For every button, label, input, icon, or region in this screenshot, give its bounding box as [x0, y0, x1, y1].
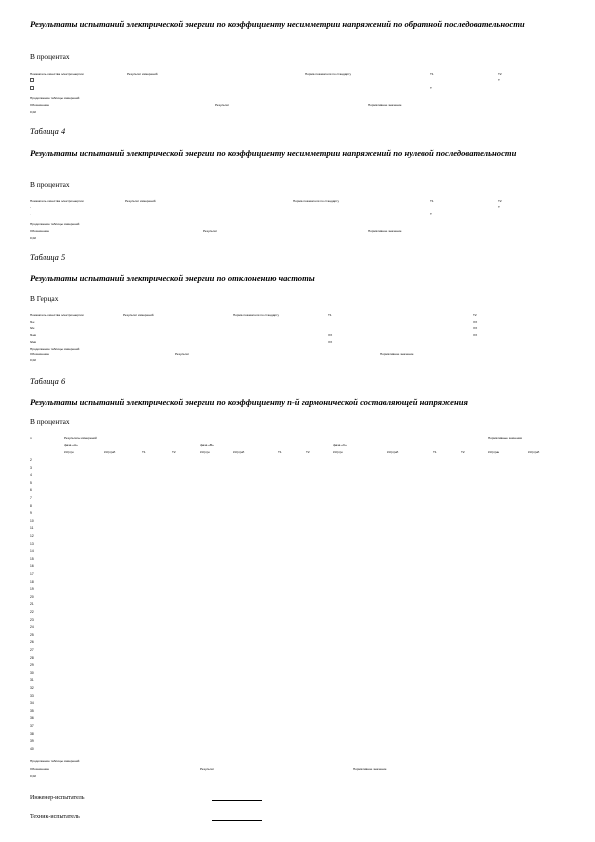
s3-header-param: Показатель качества электроэнергии	[30, 72, 84, 76]
section5-title: Результаты испытаний электрической энергии по отклонению частоты	[30, 273, 315, 283]
s6-phase-b: фаза «В»	[200, 443, 214, 447]
table-row-number: 7	[30, 496, 32, 500]
table-row-number: 9	[30, 511, 32, 516]
s3-row1-checkbox[interactable]	[30, 78, 34, 82]
s5-header-result: Результат измерений	[123, 313, 154, 317]
s4-footer-caption: Продолжение таблицы измерений	[30, 222, 80, 226]
s6-subcol: КU(n)нб	[233, 450, 245, 454]
s6-header-results: Результаты измерений	[64, 436, 97, 440]
s5-row-label: f2н	[30, 326, 35, 330]
table-row-number: 20	[30, 594, 34, 599]
s5-row-t2: ХХ	[473, 326, 478, 330]
s6-footer-normvalue: Нормативное значение	[353, 767, 387, 771]
s6-norm-subcol: КU(n)нб	[528, 450, 540, 454]
section6-title: Результаты испытаний электрической энергии по коэффициенту n-й гармонической составляющей напряжения	[30, 397, 468, 407]
s5-footer-result: Результат	[175, 352, 190, 356]
table-row-number: 35	[30, 708, 34, 713]
signature-technician-line[interactable]	[212, 820, 262, 821]
s6-subcol: Т2	[461, 450, 465, 454]
table-row-number: 13	[30, 541, 34, 546]
signature-engineer-line[interactable]	[212, 800, 262, 801]
s3-row2-t1: Т	[430, 86, 432, 90]
s6-footer-designation: Обозначение	[30, 767, 50, 771]
s4-row1-marker: -	[30, 205, 32, 209]
s4-header-t1: Т1	[430, 199, 434, 203]
table-row-number: 30	[30, 670, 34, 675]
table-row-number: 31	[30, 678, 34, 683]
section6-units: В процентах	[30, 417, 70, 426]
s3-header-t1: Т1	[430, 72, 434, 76]
table-row-number: 15	[30, 556, 34, 561]
table-row-number: 10	[30, 518, 34, 523]
table-row-number: 11	[30, 526, 34, 531]
s6-phase-a: фаза «А»	[64, 443, 78, 447]
s3-footer-normvalue: Нормативное значение	[368, 103, 402, 107]
s3-row2-checkbox[interactable]	[30, 86, 34, 90]
s5-row-t2: ХХ	[473, 320, 478, 324]
section5-caption: Таблица 5	[30, 253, 66, 262]
table-row-number: 36	[30, 716, 34, 721]
table-row-number: 8	[30, 503, 32, 508]
s5-header-t2: Т2	[473, 313, 477, 317]
s6-subcol: КU(n)нб	[104, 450, 116, 454]
table-row-number: 16	[30, 564, 34, 569]
s5-footer-caption: Продолжение таблицы измерений	[30, 347, 80, 351]
s4-footer-result: Результат	[203, 229, 218, 233]
s5-row-label: f2нв	[30, 340, 36, 344]
s4-row2-t1: Т	[430, 212, 432, 216]
table-row-number: 33	[30, 693, 34, 698]
s6-subcol: Т2	[172, 450, 176, 454]
s6-subcol: КU(n)нб	[387, 450, 399, 454]
table-row-number: 34	[30, 701, 34, 706]
table-row-number: 24	[30, 625, 34, 630]
s3-footer-caption: Продолжение таблицы измерений	[30, 96, 80, 100]
s6-footer-result: Результат	[200, 767, 215, 771]
s5-footer-designation: Обозначение	[30, 352, 50, 356]
s5-row-t1: ХХ	[328, 340, 333, 344]
s4-row1-t2: Т	[498, 205, 500, 209]
s5-footer-value: 0,02	[30, 358, 37, 362]
s4-header-result: Результат измерений	[125, 199, 156, 203]
s6-phase-c: фаза «С»	[333, 443, 347, 447]
table-row-number: 22	[30, 610, 34, 614]
s6-header-norms: Нормативные значения	[488, 436, 522, 440]
section4-caption: Таблица 4	[30, 127, 66, 136]
s4-footer-designation: Обозначение	[30, 229, 50, 233]
table-row-number: 4	[30, 473, 32, 478]
s5-row-t1: ХХ	[328, 333, 333, 337]
s5-row-label: f1нв	[30, 333, 36, 337]
s3-header-result: Результат измерений	[127, 72, 158, 76]
table-row-number: 21	[30, 602, 34, 607]
section4-units: В процентах	[30, 180, 70, 189]
table-row-number: 3	[30, 465, 32, 470]
s6-subcol: Т1	[433, 450, 437, 454]
section5-units: В Герцах	[30, 294, 59, 303]
table-row-number: 28	[30, 655, 34, 660]
s3-row1-t2: Т	[498, 78, 500, 82]
s4-header-param: Показатель качества электроэнергии	[30, 199, 84, 203]
s5-row-t2: ХХ	[473, 333, 478, 337]
s5-header-param: Показатель качества электроэнергии	[30, 313, 84, 317]
section6-caption: Таблица 6	[30, 377, 66, 386]
s6-subcol: Т1	[142, 450, 146, 454]
table-row-number: 26	[30, 640, 34, 645]
table-row-number: 27	[30, 648, 34, 652]
s6-subcol: КU(n)н	[333, 450, 343, 454]
table-row-number: 25	[30, 632, 34, 637]
table-row-number: 40	[30, 746, 34, 751]
s6-norm-subcol: КU(n)нн	[488, 450, 500, 454]
table-row-number: 12	[30, 534, 34, 538]
table-row-number: 39	[30, 739, 34, 744]
table-row-number: 6	[30, 488, 32, 493]
s6-subcol: Т2	[306, 450, 310, 454]
s5-header-t1: Т1	[328, 313, 332, 317]
table-row-number: 18	[30, 579, 34, 584]
section3-title: Результаты испытаний электрической энергии по коэффициенту несимметрии напряжений по обратной последовательности	[30, 19, 525, 29]
s6-footer-caption: Продолжение таблицы измерений	[30, 759, 80, 763]
s6-subcol: КU(n)н	[200, 450, 210, 454]
s3-footer-result: Результат	[215, 103, 230, 107]
table-row-number: 38	[30, 731, 34, 736]
signature-technician-label: Техник-испытатель	[30, 814, 80, 820]
s5-row-label: f1н	[30, 320, 35, 324]
table-row-number: 37	[30, 724, 34, 728]
table-row-number: 17	[30, 572, 34, 576]
s3-header-t2: Т2	[498, 72, 502, 76]
signature-engineer-label: Инженер-испытатель	[30, 795, 85, 801]
s4-footer-value: 0,02	[30, 236, 37, 240]
s5-footer-normvalue: Нормативное значение	[380, 352, 414, 356]
s3-footer-value: 0,02	[30, 110, 37, 114]
table-row-number: 32	[30, 686, 34, 690]
table-row-number: 29	[30, 663, 34, 668]
s4-header-t2: Т2	[498, 199, 502, 203]
table-row-number: 2	[30, 458, 32, 462]
s3-footer-designation: Обозначение	[30, 103, 50, 107]
s4-header-norm: Норма показателя по стандарту	[293, 199, 340, 203]
s5-header-norm: Норма показателя по стандарту	[233, 313, 280, 317]
table-row-number: 23	[30, 617, 34, 622]
table-row-number: 14	[30, 549, 34, 554]
table-row-number: 19	[30, 587, 34, 592]
s3-header-norm: Норма показателя по стандарту	[305, 72, 352, 76]
s6-subcol: Т1	[278, 450, 282, 454]
s6-header-n: n	[30, 436, 32, 440]
s4-row2-marker: ·	[30, 212, 32, 216]
s4-footer-normvalue: Нормативное значение	[368, 229, 402, 233]
section4-title: Результаты испытаний электрической энергии по коэффициенту несимметрии напряжений по нулевой последовательности	[30, 148, 517, 158]
s6-subcol: КU(n)н	[64, 450, 74, 454]
section3-units: В процентах	[30, 52, 70, 61]
s6-footer-value: 0,02	[30, 774, 37, 778]
table-row-number: 5	[30, 480, 32, 485]
